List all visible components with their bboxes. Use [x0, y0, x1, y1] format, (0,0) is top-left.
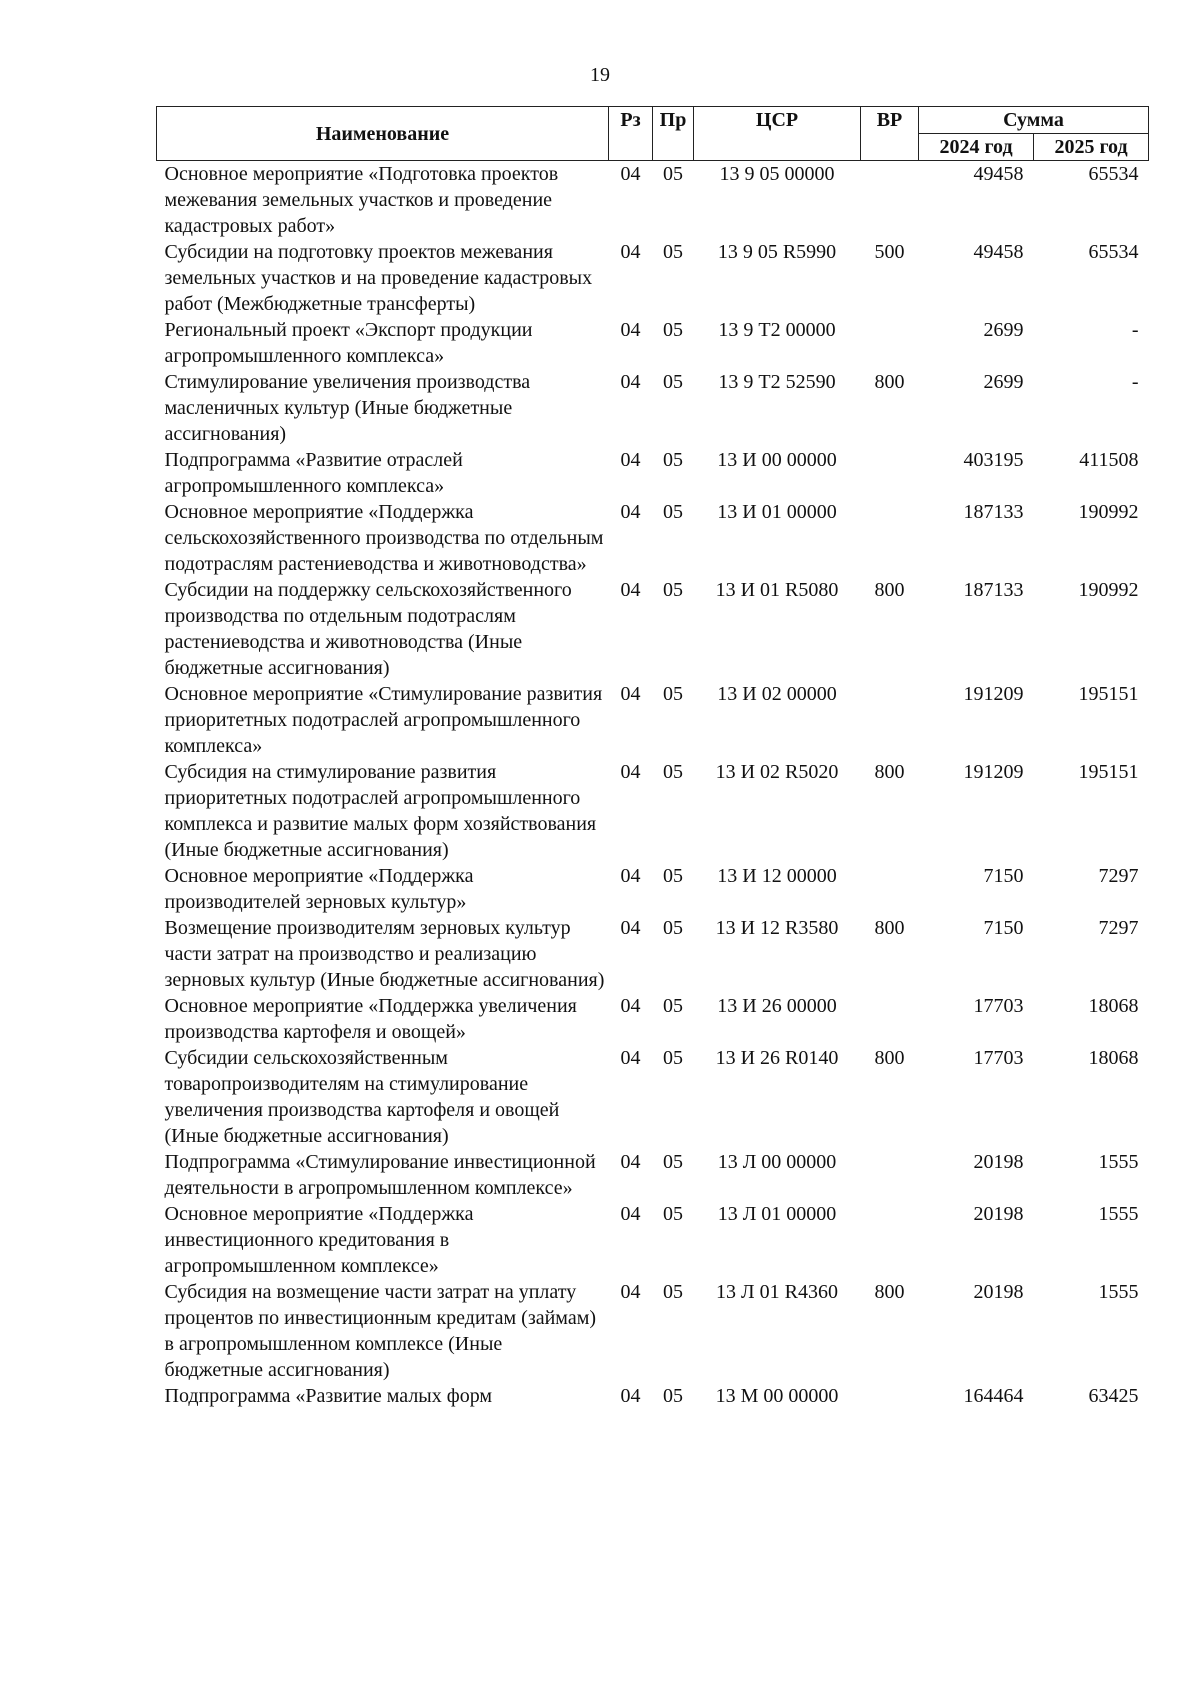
row-amount-2024: 191209: [963, 761, 1024, 783]
row-rz: 04: [620, 995, 641, 1017]
row-name: Основное мероприятие «Поддержка увеличения производства картофеля и овощей»: [164, 995, 577, 1043]
row-csr: 13 И 26 00000: [717, 995, 837, 1017]
row-vr: [861, 863, 919, 915]
row-rz: 04: [620, 241, 641, 263]
table-row: [157, 863, 1149, 915]
row-amount-2025: 7297: [1098, 865, 1139, 887]
row-rz: 04: [620, 1047, 641, 1069]
row-csr: 13 И 12 R3580: [715, 917, 839, 939]
row-pr: 05: [663, 371, 683, 393]
row-csr: 13 И 01 00000: [717, 501, 837, 523]
row-vr: 800: [874, 1047, 905, 1069]
header-year-2024: 2024 год: [919, 134, 1034, 161]
row-csr: 13 Л 01 R4360: [716, 1281, 838, 1303]
row-amount-2024: 187133: [963, 501, 1024, 523]
row-amount-2025: -: [1131, 319, 1139, 341]
table-row: [157, 993, 1149, 1045]
row-vr: 800: [874, 371, 905, 393]
row-amount-2024: 187133: [963, 579, 1024, 601]
row-rz: 04: [620, 1281, 641, 1303]
row-csr: 13 Л 00 00000: [717, 1151, 837, 1173]
row-amount-2025: 1555: [1098, 1203, 1139, 1225]
row-csr: 13 9 05 R5990: [717, 241, 837, 263]
row-name: Подпрограмма «Развитие малых форм: [164, 1385, 493, 1407]
row-rz: 04: [620, 579, 641, 601]
header-vr: ВР: [861, 107, 919, 161]
row-amount-2025: 65534: [1088, 241, 1139, 263]
row-rz: 04: [620, 449, 641, 471]
table-row: [157, 1201, 1149, 1279]
row-vr: [861, 993, 919, 1045]
row-pr: 05: [663, 865, 683, 887]
row-name: Субсидии на подготовку проектов межевания земельных участков и на проведение кадастровых работ (Межбюджетные трансферты): [164, 241, 593, 315]
header-rz: Рз: [609, 107, 653, 161]
row-pr: 05: [663, 1047, 683, 1069]
budget-table: [156, 106, 1149, 1409]
row-rz: 04: [620, 1203, 641, 1225]
table-row: [157, 915, 1149, 993]
table-row: [157, 1045, 1149, 1149]
row-pr: 05: [663, 449, 683, 471]
row-amount-2024: 164464: [963, 1385, 1024, 1407]
row-amount-2025: 63425: [1088, 1385, 1139, 1407]
row-vr: [861, 317, 919, 369]
row-pr: 05: [663, 917, 683, 939]
row-name: Региональный проект «Экспорт продукции агропромышленного комплекса»: [164, 319, 533, 367]
row-name: Основное мероприятие «Подготовка проектов межевания земельных участков и проведение кадастровых работ»: [164, 163, 559, 237]
page-number: 19: [590, 64, 610, 86]
row-amount-2025: 195151: [1078, 761, 1139, 783]
row-pr: 05: [663, 501, 683, 523]
header-year-2025: 2025 год: [1034, 134, 1149, 161]
table-row: [157, 369, 1149, 447]
row-amount-2025: -: [1131, 371, 1139, 393]
row-rz: 04: [620, 1385, 641, 1407]
row-vr: 500: [874, 241, 905, 263]
row-pr: 05: [663, 761, 683, 783]
row-csr: 13 И 00 00000: [717, 449, 837, 471]
row-amount-2024: 20198: [973, 1151, 1024, 1173]
row-pr: 05: [663, 1385, 683, 1407]
row-amount-2024: 49458: [973, 241, 1024, 263]
row-csr: 13 9 Т2 00000: [718, 319, 836, 341]
row-amount-2024: 17703: [973, 1047, 1024, 1069]
row-name: Возмещение производителям зерновых культур части затрат на производство и реализацию зерновых культур (Иные бюджетные ассигнования): [164, 917, 605, 991]
row-csr: 13 Л 01 00000: [717, 1203, 837, 1225]
row-pr: 05: [663, 995, 683, 1017]
row-csr: 13 9 Т2 52590: [718, 371, 836, 393]
row-rz: 04: [620, 865, 641, 887]
row-pr: 05: [663, 1151, 683, 1173]
row-pr: 05: [663, 1203, 683, 1225]
row-vr: [861, 1383, 919, 1409]
row-rz: 04: [620, 163, 641, 185]
row-vr: 800: [874, 579, 905, 601]
budget-table-container: [156, 106, 1148, 1409]
row-vr: [861, 1149, 919, 1201]
table-row: [157, 1383, 1149, 1409]
row-name: Подпрограмма «Стимулирование инвестиционной деятельности в агропромышленном комплексе»: [164, 1151, 596, 1199]
row-amount-2024: 2699: [983, 319, 1024, 341]
row-vr: [861, 447, 919, 499]
row-amount-2025: 195151: [1078, 683, 1139, 705]
table-row: [157, 681, 1149, 759]
row-amount-2025: 7297: [1098, 917, 1139, 939]
table-row: [157, 577, 1149, 681]
row-rz: 04: [620, 1151, 641, 1173]
row-pr: 05: [663, 683, 683, 705]
row-amount-2024: 191209: [963, 683, 1024, 705]
table-body: [157, 161, 1149, 1410]
row-amount-2025: 190992: [1078, 501, 1139, 523]
row-amount-2024: 49458: [973, 163, 1024, 185]
table-row: [157, 161, 1149, 240]
row-rz: 04: [620, 761, 641, 783]
table-row: [157, 1149, 1149, 1201]
table-row: [157, 447, 1149, 499]
table-header: [157, 107, 1149, 161]
row-vr: [861, 499, 919, 577]
row-amount-2024: 20198: [973, 1203, 1024, 1225]
row-name: Субсидии сельскохозяйственным товаропроизводителям на стимулирование увеличения производства картофеля и овощей (Иные бюджетные ассигнования): [164, 1047, 560, 1147]
row-csr: 13 И 02 R5020: [715, 761, 839, 783]
row-amount-2024: 20198: [973, 1281, 1024, 1303]
row-vr: 800: [874, 1281, 905, 1303]
row-name: Основное мероприятие «Поддержка инвестиционного кредитования в агропромышленном комплексе»: [164, 1203, 474, 1277]
row-name: Стимулирование увеличения производства масленичных культур (Иные бюджетные ассигнования): [164, 371, 531, 445]
header-sum: Сумма: [919, 107, 1149, 134]
row-rz: 04: [620, 501, 641, 523]
row-amount-2024: 17703: [973, 995, 1024, 1017]
row-rz: 04: [620, 683, 641, 705]
row-vr: [861, 1201, 919, 1279]
row-csr: 13 И 26 R0140: [715, 1047, 839, 1069]
row-amount-2024: 2699: [983, 371, 1024, 393]
row-vr: [861, 681, 919, 759]
header-pr: Пр: [653, 107, 694, 161]
row-rz: 04: [620, 917, 641, 939]
row-amount-2024: 7150: [983, 917, 1024, 939]
row-pr: 05: [663, 163, 683, 185]
table-row: [157, 317, 1149, 369]
row-amount-2025: 1555: [1098, 1151, 1139, 1173]
header-csr: ЦСР: [694, 107, 861, 161]
row-name: Подпрограмма «Развитие отраслей агропромышленного комплекса»: [164, 449, 463, 497]
row-amount-2025: 190992: [1078, 579, 1139, 601]
row-vr: 800: [874, 917, 905, 939]
row-pr: 05: [663, 241, 683, 263]
row-rz: 04: [620, 371, 641, 393]
header-name: Наименование: [157, 107, 609, 161]
table-row: [157, 759, 1149, 863]
table-row: [157, 239, 1149, 317]
row-amount-2025: 411508: [1079, 449, 1139, 471]
row-pr: 05: [663, 579, 683, 601]
row-csr: 13 М 00 00000: [715, 1385, 839, 1407]
row-name: Основное мероприятие «Поддержка сельскохозяйственного производства по отдельным подотраслям растениеводства и животноводства»: [164, 501, 604, 575]
table-row: [157, 499, 1149, 577]
row-name: Основное мероприятие «Стимулирование развития приоритетных подотраслей агропромышленного комплекса»: [164, 683, 603, 757]
row-vr: [861, 161, 919, 240]
row-csr: 13 9 05 00000: [719, 163, 835, 185]
row-amount-2024: 7150: [983, 865, 1024, 887]
row-pr: 05: [663, 319, 683, 341]
row-csr: 13 И 01 R5080: [715, 579, 839, 601]
row-csr: 13 И 02 00000: [717, 683, 837, 705]
row-amount-2025: 1555: [1098, 1281, 1139, 1303]
row-amount-2024: 403195: [963, 449, 1024, 471]
row-amount-2025: 65534: [1088, 163, 1139, 185]
row-name: Субсидии на поддержку сельскохозяйственного производства по отдельным подотраслям растениеводства и животноводства (Иные бюджетные ассигнования): [164, 579, 572, 679]
row-name: Субсидия на возмещение части затрат на уплату процентов по инвестиционным кредитам (займам) в агропромышленном комплексе (Иные бюджетные ассигнования): [164, 1281, 597, 1381]
row-pr: 05: [663, 1281, 683, 1303]
row-amount-2025: 18068: [1088, 1047, 1139, 1069]
row-vr: 800: [874, 761, 905, 783]
row-csr: 13 И 12 00000: [717, 865, 837, 887]
row-rz: 04: [620, 319, 641, 341]
row-name: Основное мероприятие «Поддержка производителей зерновых культур»: [164, 865, 474, 913]
row-amount-2025: 18068: [1088, 995, 1139, 1017]
row-name: Субсидия на стимулирование развития приоритетных подотраслей агропромышленного комплекса и развитие малых форм хозяйствования (Иные бюджетные ассигнования): [164, 761, 597, 861]
table-row: [157, 1279, 1149, 1383]
